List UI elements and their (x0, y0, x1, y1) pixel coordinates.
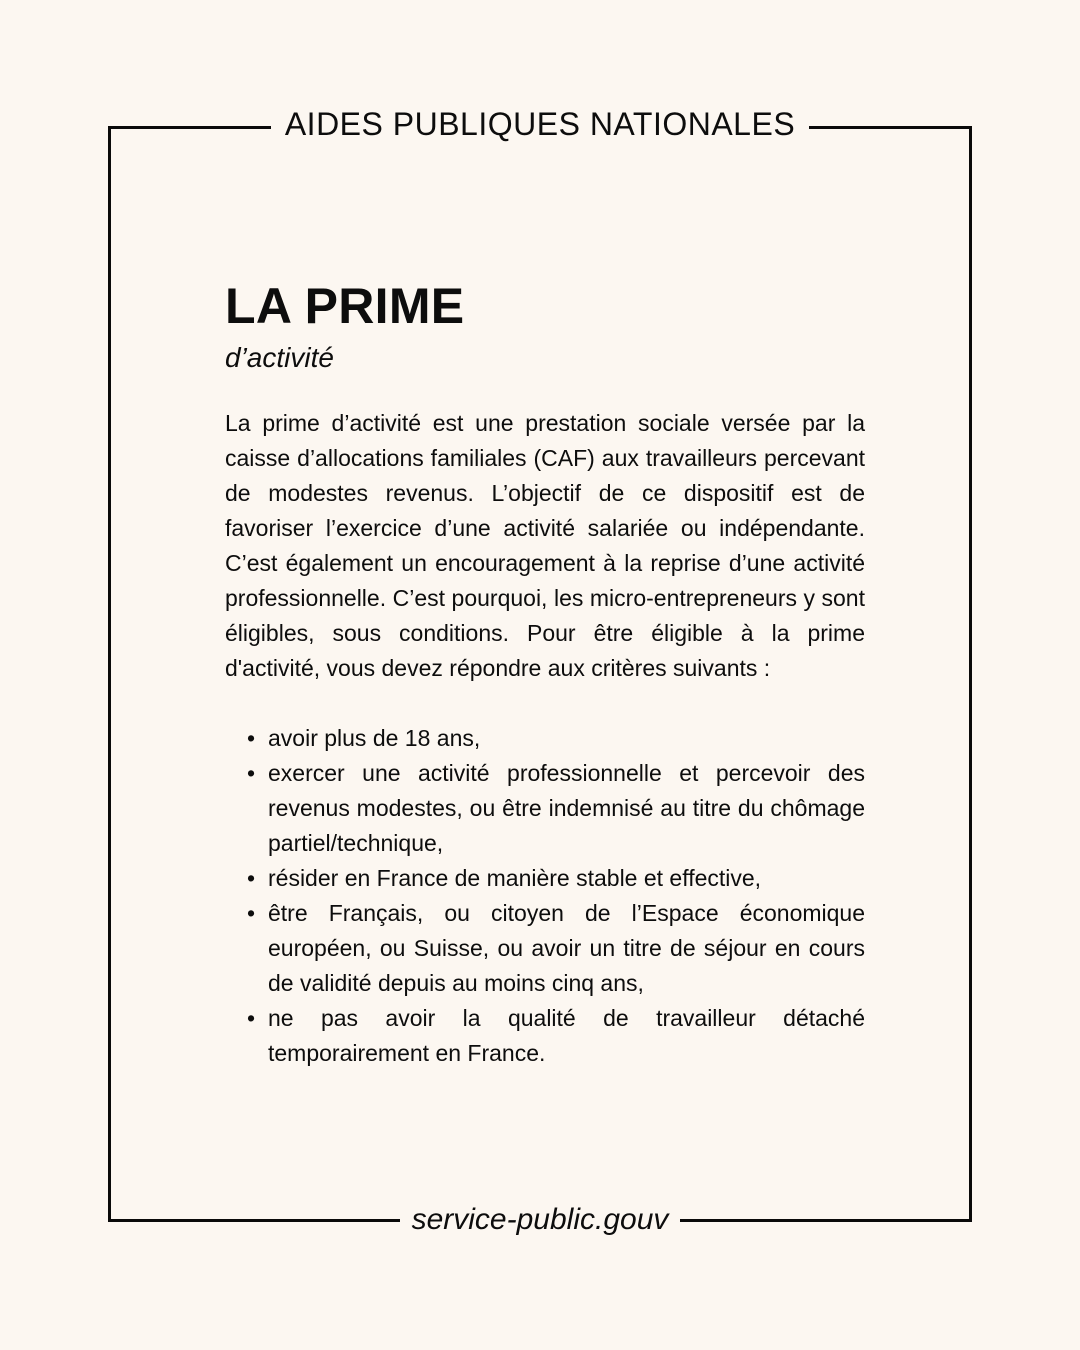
article (225, 278, 865, 1071)
criteria-item (246, 861, 865, 896)
criteria-text: avoir plus de 18 ans, (268, 725, 481, 751)
article-subtitle: d’activité (225, 342, 334, 373)
bullet-icon: • (246, 900, 256, 926)
bullet-icon: • (246, 865, 256, 891)
criteria-item (246, 721, 865, 756)
article-intro: La prime d’activité est une prestation sociale versée par la caisse d’allocations familiales (CAF) aux travailleurs percevant de modestes revenus. L’objectif de ce dispositif est de favoriser l’exercice d’une activité salariée ou indépendante. C’est également un encouragement à la reprise d’une activité professionnelle. C’est pourquoi, les micro-entrepreneurs y sont éligibles, sous conditions. Pour être éligible à la prime d'activité, vous devez répondre aux critères suivants : (225, 410, 865, 681)
criteria-text: résider en France de manière stable et effective, (268, 865, 762, 891)
bullet-icon: • (246, 760, 256, 786)
criteria-text: être Français, ou citoyen de l’Espace économique européen, ou Suisse, ou avoir un titre de séjour en cours de validité depuis au moins cinq ans, (268, 900, 865, 996)
bullet-icon: • (246, 725, 256, 751)
category-label: AIDES PUBLIQUES NATIONALES (271, 104, 809, 144)
criteria-text: ne pas avoir la qualité de travailleur détaché temporairement en France. (268, 1005, 865, 1066)
source-label: service-public.gouv (400, 1200, 681, 1240)
bullet-icon: • (246, 1005, 256, 1031)
criteria-list (225, 721, 865, 1071)
criteria-item (246, 1001, 865, 1071)
article-title: LA PRIME (225, 278, 465, 334)
criteria-text: exercer une activité professionnelle et percevoir des revenus modestes, ou être indemnisé au titre du chômage partiel/technique, (268, 760, 865, 856)
criteria-item (246, 896, 865, 1001)
criteria-item (246, 756, 865, 861)
